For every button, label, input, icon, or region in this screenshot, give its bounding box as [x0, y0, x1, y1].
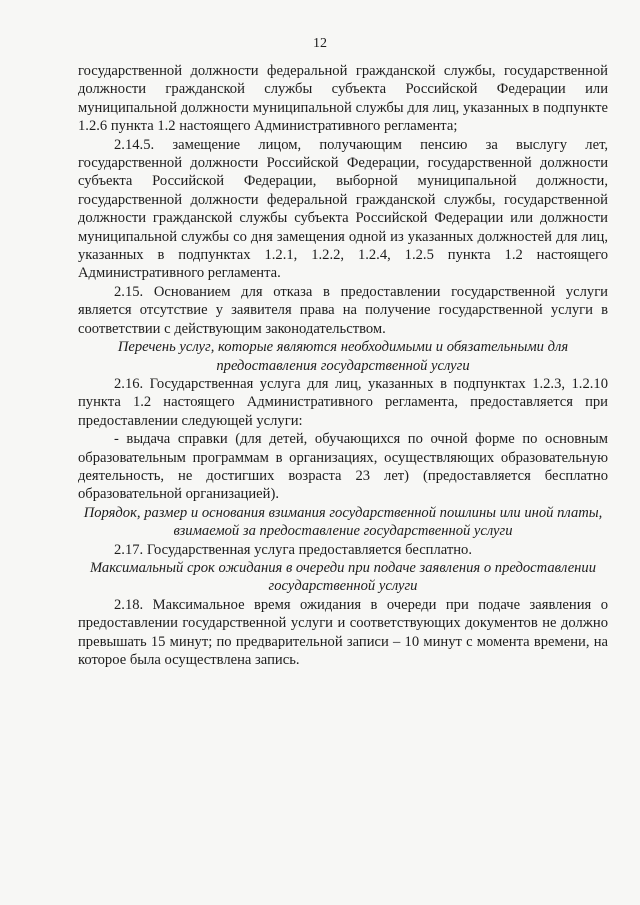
page-number: 12	[313, 36, 327, 51]
paragraph-2-17: 2.17. Государственная услуга предоставляется бесплатно.	[114, 541, 473, 558]
section-heading-services-list: Перечень услуг, которые являются необходимыми и обязательными для предоставления государственной услуги	[117, 339, 569, 374]
section-heading-wait-time: Максимальный срок ожидания в очереди при подаче заявления о предоставлении государственной услуги	[89, 559, 597, 595]
paragraph-2-15: 2.15. Основанием для отказа в предоставлении государственной услуги является отсутствие у заявителя права на получение государственной услуги в соответствии с действующим законодательством.	[78, 283, 608, 337]
paragraph-2-16: 2.16. Государственная услуга для лиц, указанных в подпунктах 1.2.3, 1.2.10 пункта 1.2 настоящего Административного регламента, предоставляется при предоставлении следующей услуги:	[78, 375, 608, 429]
paragraph-2-14-5: 2.14.5. замещение лицом, получающим пенсию за выслугу лет, государственной должности Российской Федерации, государственной должности субъекта Российской Федерации, выборной муниципальной должности, государственной должности федеральной гражданской службы, государственной должности гражданской службы субъекта Российской Федерации или должности муниципальной службы со дня замещения одной из указанных должностей для лиц, указанных в подпунктах 1.2.1, 1.2.2, 1.2.4, 1.2.5 пункта 1.2 настоящего Административного регламента.	[78, 136, 608, 282]
paragraph-continuation: государственной должности федеральной гражданской службы, государственной должности гражданской службы субъекта Российской Федерации или муниципальной должности муниципальной службы для лиц, указанных в подпункте 1.2.6 пункта 1.2 настоящего Административного регламента;	[78, 63, 608, 135]
section-heading-fee: Порядок, размер и основания взимания государственной пошлины или иной платы, взимаемой за предоставление государственной услуги	[83, 504, 603, 540]
paragraph-2-16-item: - выдача справки (для детей, обучающихся по очной форме по основным образовательным программам в организациях, осуществляющих образовательную деятельность, не достигших возраста 23 лет) (предоставляется бесплатно образовательной организацией).	[78, 431, 608, 503]
paragraph-2-18: 2.18. Максимальное время ожидания в очереди при подаче заявления о предоставлении государственной услуги и соответствующих документов не должно превышать 15 минут; по предварительной записи – 10 минут с момента времени, на которое была осуществлена запись.	[78, 596, 608, 668]
document-body	[78, 62, 608, 669]
